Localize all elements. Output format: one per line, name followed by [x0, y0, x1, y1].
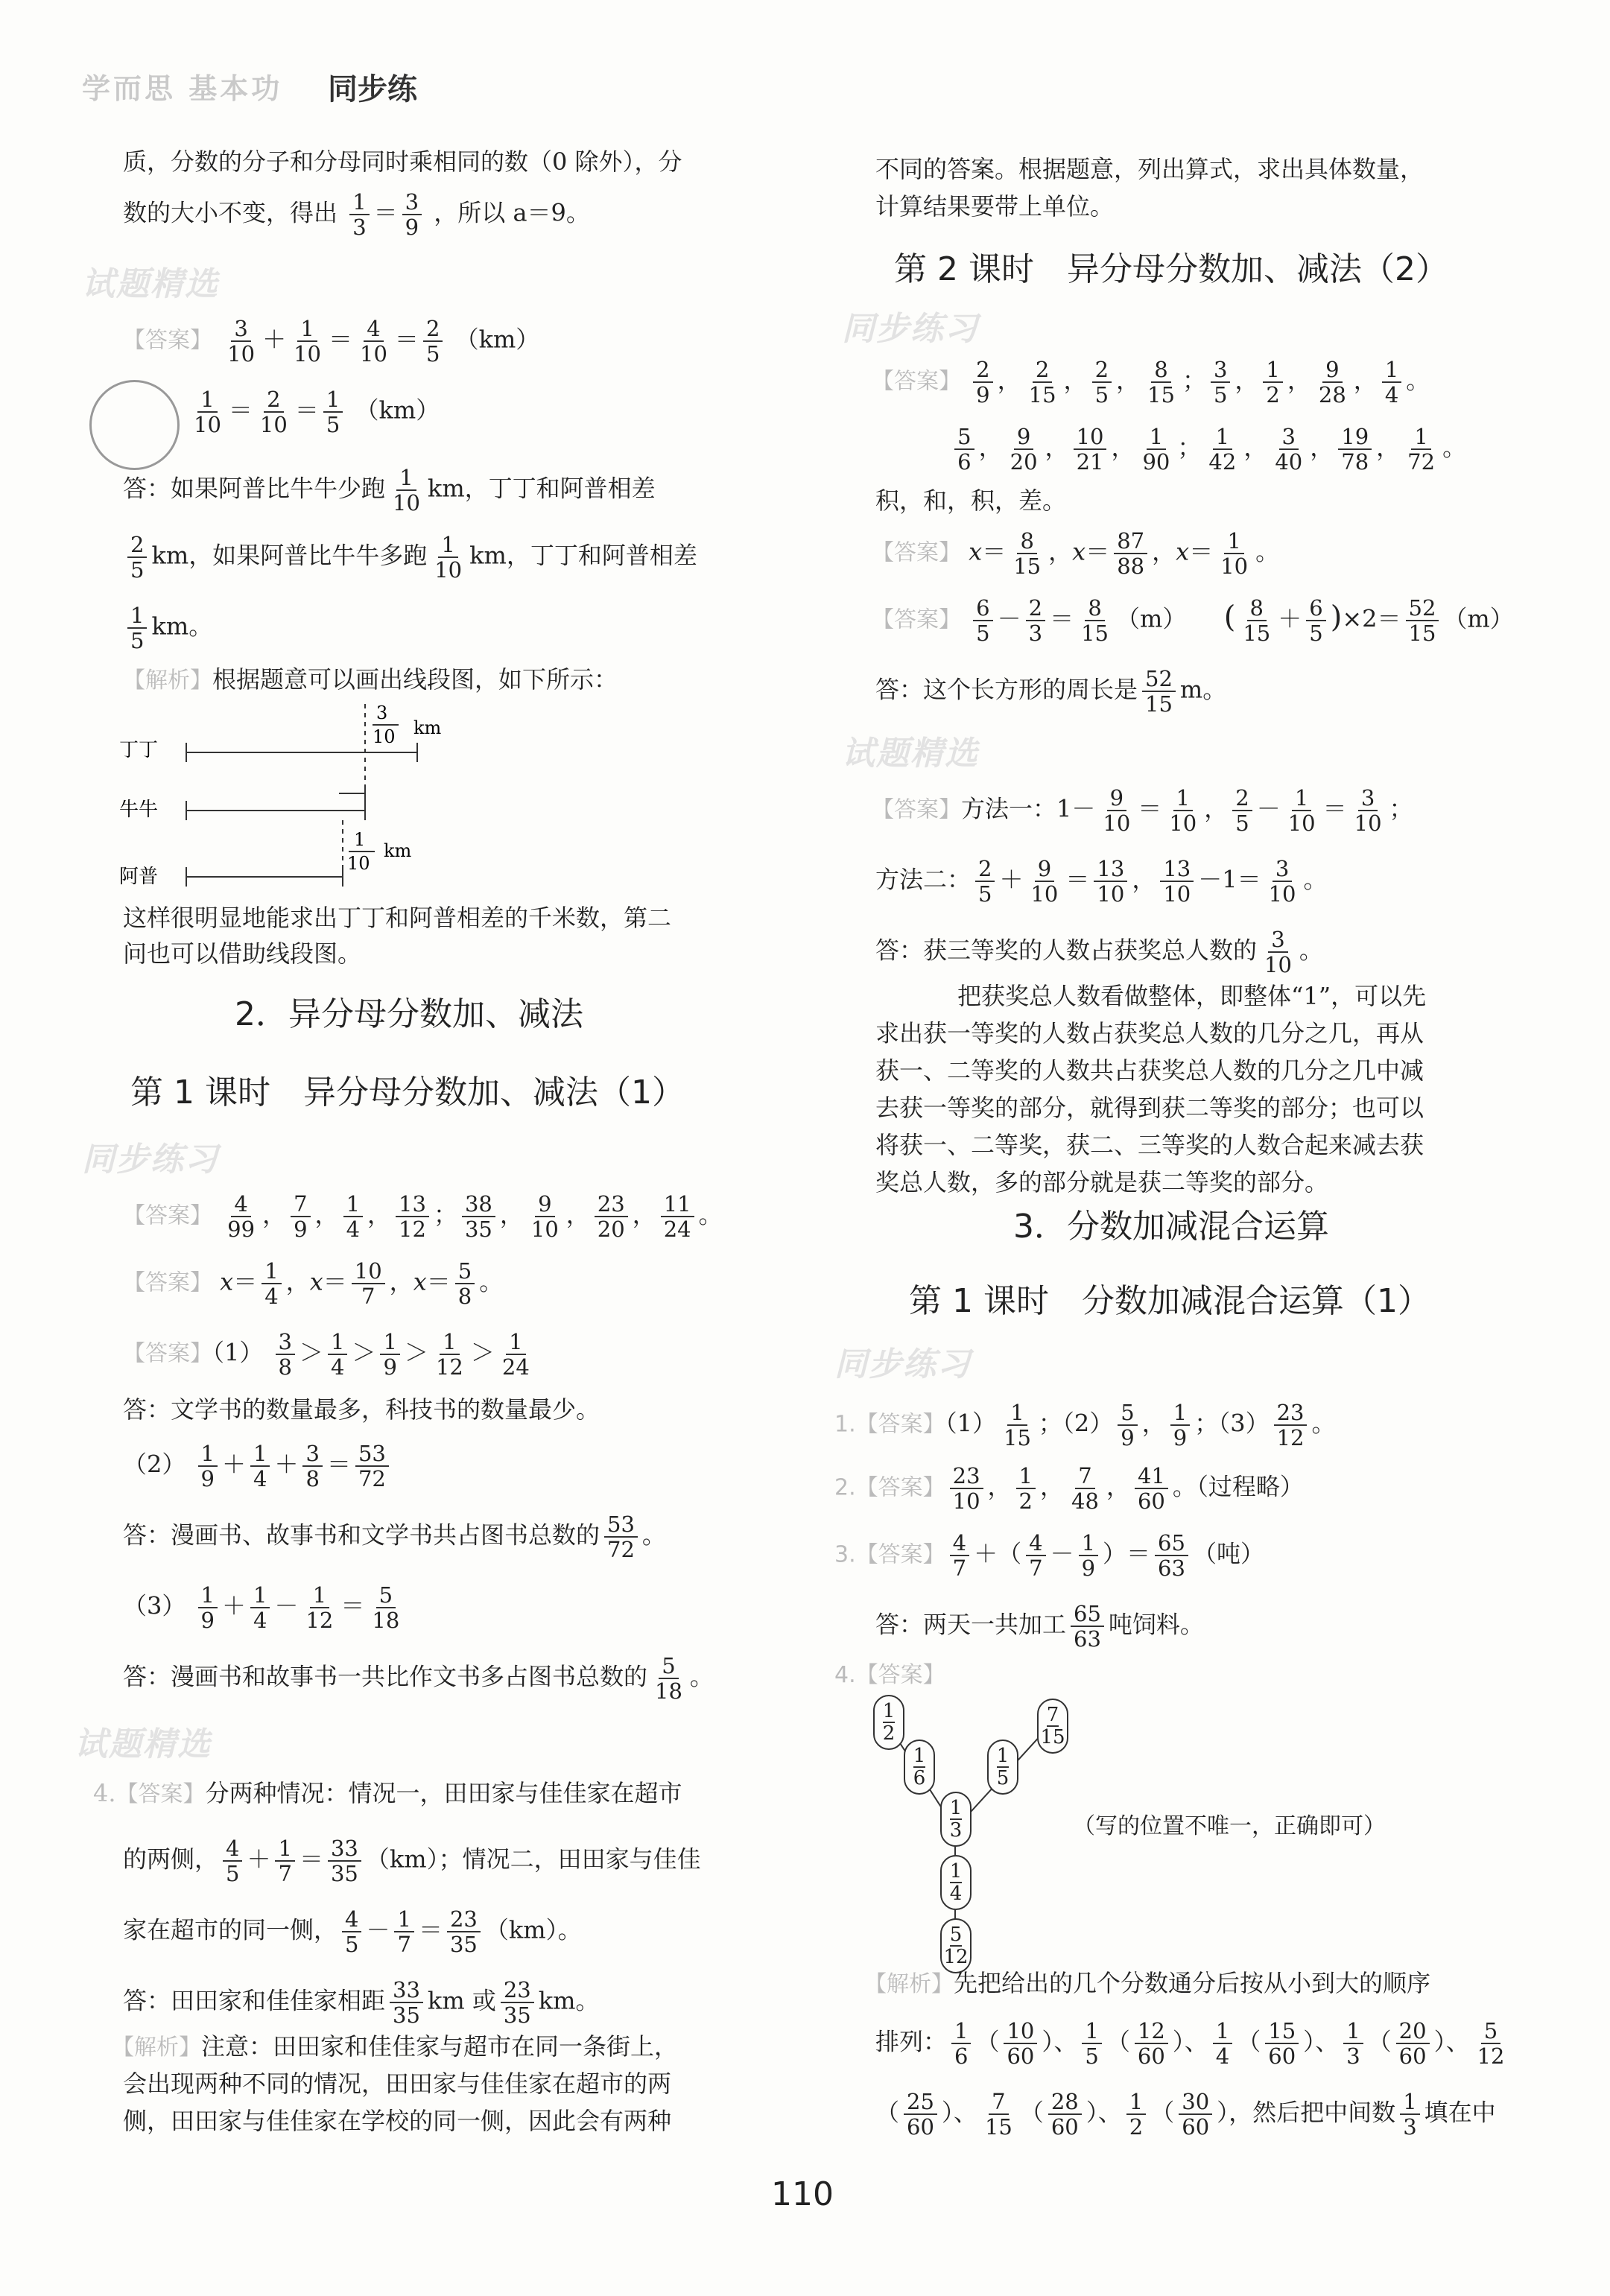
- fraction-bubble: 1 6: [904, 1740, 935, 1795]
- text-line: 求出获一等奖的人数占获奖总人数的几分之几，再从: [875, 1019, 1424, 1047]
- text-line: 答：漫画书和故事书一共比作文书多占图书总数的 $\frac{5}{18}$ 。: [123, 1653, 714, 1704]
- fraction-bubble: 7 15: [1037, 1699, 1068, 1754]
- text-line: 问也可以借助线段图。: [123, 939, 362, 968]
- text-line: 质，分数的分子和分母同时乘相同的数（0 除外），分: [123, 148, 682, 176]
- brand-logo: 学而思 基本功: [82, 72, 283, 105]
- lesson-heading: 第 2 课时 异分母分数加、减法（2）: [894, 250, 1448, 288]
- section-tag: 同步练习: [842, 310, 979, 348]
- text-line: 把获奖总人数看做整体，即整体“1”，可以先: [957, 982, 1427, 1010]
- text-line: 家在超市的同一侧， $\frac{4}{5}$ － $\frac{1}{7}$ ＝ $\frac{23}{35}$ （km）。: [123, 1906, 582, 1957]
- section-tag: 同步练习: [82, 1141, 219, 1179]
- section-tag: 试题精选: [75, 1725, 212, 1763]
- text-line: 答：这个长方形的周长是 $\frac{52}{15}$ m。: [875, 666, 1227, 717]
- fraction-bubble: 5 12: [940, 1918, 972, 1973]
- section-heading: 3．分数加减混合运算: [1013, 1208, 1329, 1246]
- text-line: 去获一等奖的部分，就得到获二等奖的部分；也可以: [875, 1094, 1424, 1122]
- answer-line: 【答案】 $\frac{2}{9}$ ， $\frac{2}{15}$ ， $\frac{2}{5}$ ， $\frac{8}{15}$ ； $\frac{3}{5}$ ， $\frac{1}{2}$ ， $\frac{9}{28}$ ， $\frac{1}{4}$ 。: [872, 357, 1430, 407]
- answer-line: 【答案】方法一：1－ $\frac{9}{10}$ ＝ $\frac{1}{10}$ ， $\frac{2}{5}$ － $\frac{1}{10}$ ＝ $\frac{3}{10}$ ；: [872, 785, 1413, 836]
- text-line: 【解析】先把给出的几个分数通分后按从小到大的顺序: [864, 1969, 1431, 1997]
- text-line: 排列： $\frac{1}{6}$ （ $\frac{10}{60}$ ）、 $\frac{1}{5}$ （ $\frac{12}{60}$ ）、 $\frac{1}{4}$ （ $\frac{15}{60}$ ）、 $\frac{1}{3}$ （ $\frac{20}{60}$ ）、 $\frac{5}{12}$: [875, 2018, 1505, 2069]
- text-line: 数的大小不变，得出 $\frac{1}{3}$ ＝ $\frac{3}{9}$ ，所以 a＝9。: [123, 189, 590, 240]
- text-line: 4.【答案】: [834, 1662, 945, 1688]
- answer-line: 【答案】（1） $\frac{3}{8}$ ＞ $\frac{1}{4}$ ＞ $\frac{1}{9}$ ＞ $\frac{1}{12}$ ＞ $\frac{1}{24}$: [123, 1329, 530, 1380]
- text-line: 答：漫画书、故事书和文学书共占图书总数的 $\frac{53}{72}$ 。: [123, 1512, 666, 1562]
- svg-text:1: 1: [354, 829, 366, 850]
- svg-text:3: 3: [376, 704, 388, 723]
- answer-line: 【答案】 x＝ $\frac{8}{15}$ ，x＝ $\frac{87}{88}$ ，x＝ $\frac{1}{10}$ 。: [872, 528, 1280, 579]
- answer-line: 1.【答案】（1） $\frac{1}{15}$ ；（2） $\frac{5}{9}$ ， $\frac{1}{9}$ ；（3） $\frac{23}{12}$ 。: [834, 1400, 1336, 1450]
- text-line: 的两侧， $\frac{4}{5}$ ＋ $\frac{1}{7}$ ＝ $\frac{33}{35}$ （km）；情况二，田田家与佳佳: [123, 1836, 701, 1886]
- answer-line: 【答案】 $\frac{3}{10}$ ＋ $\frac{1}{10}$ ＝ $\frac{4}{10}$ ＝ $\frac{2}{5}$ （km）: [123, 316, 540, 367]
- text-line: $\frac{1}{5}$ km。: [123, 603, 212, 653]
- answer-line: （3） $\frac{1}{9}$ ＋ $\frac{1}{4}$ － $\frac{1}{12}$ ＝ $\frac{5}{18}$: [123, 1582, 400, 1633]
- answer-line: 【答案】 x＝ $\frac{1}{4}$ ，x＝ $\frac{10}{7}$ ，x＝ $\frac{5}{8}$ 。: [123, 1258, 504, 1309]
- text-line: 积，和，积，差。: [875, 486, 1067, 515]
- svg-text:10: 10: [373, 726, 396, 747]
- fraction-bubble: 1 3: [940, 1792, 972, 1847]
- fraction-bubble: 1 5: [987, 1740, 1018, 1795]
- section-tag: 试题精选: [82, 265, 219, 303]
- answer-line: $\frac{1}{10}$ ＝ $\frac{2}{10}$ ＝ $\frac{1}{5}$ （km）: [194, 387, 440, 437]
- section-heading: 2．异分母分数加、减法: [235, 995, 583, 1033]
- fraction-bubble: 1 2: [873, 1695, 904, 1750]
- book-title: 同步练: [328, 72, 417, 107]
- svg-text:km: km: [384, 840, 412, 861]
- text-line: 计算结果要带上单位。: [875, 192, 1115, 221]
- answer-line: 3.【答案】 $\frac{4}{7}$ ＋（ $\frac{4}{7}$ － $\frac{1}{9}$ ）＝ $\frac{65}{63}$ （吨）: [834, 1530, 1264, 1581]
- text-line: 【解析】注意：田田家和佳佳家与超市在同一条街上，: [112, 2032, 679, 2061]
- answer-line: $\frac{5}{6}$ ， $\frac{9}{20}$ ， $\frac{10}{21}$ ， $\frac{1}{90}$ ； $\frac{1}{42}$ ， $\frac{3}{40}$ ， $\frac{19}{78}$ ， $\frac{1}{72}$ 。: [872, 425, 1466, 474]
- answer-line: 【答案】 $\frac{4}{99}$ ， $\frac{7}{9}$ ， $\frac{1}{4}$ ， $\frac{13}{12}$ ； $\frac{38}{35}$ ， $\frac{9}{10}$ ， $\frac{23}{20}$ ， $\frac{11}{24}$ 。: [123, 1191, 723, 1242]
- note-text: （写的位置不唯一，正确即可）: [1073, 1813, 1386, 1839]
- line-segment-diagram: [119, 704, 477, 890]
- text-line: 答：田田家和佳佳家相距 $\frac{33}{35}$ km 或 $\frac{23}{35}$ km。: [123, 1977, 600, 2028]
- svg-text:10: 10: [347, 853, 370, 874]
- label-dingding: 丁丁: [119, 739, 159, 761]
- stamp-seal: [89, 380, 180, 470]
- section-tag: 同步练习: [834, 1345, 972, 1383]
- text-line: 将获一、二等奖，获二、三等奖的人数合起来减去获: [875, 1131, 1424, 1159]
- lesson-heading: 第 1 课时 分数加减混合运算（1）: [909, 1282, 1430, 1320]
- fraction-bubble: 1 4: [940, 1855, 972, 1910]
- answer-line: 方法二： $\frac{2}{5}$ ＋ $\frac{9}{10}$ ＝ $\frac{13}{10}$ ， $\frac{13}{10}$ －1＝ $\frac{3}{10}$ 。: [875, 856, 1328, 907]
- label-apu: 阿普: [119, 866, 159, 888]
- text-line: 不同的答案。根据题意，列出算式，求出具体数量，: [875, 155, 1424, 183]
- text-line: 答：两天一共加工 $\frac{65}{63}$ 吨饲料。: [875, 1601, 1204, 1652]
- answer-line: （2） $\frac{1}{9}$ ＋ $\frac{1}{4}$ ＋ $\frac{3}{8}$ ＝ $\frac{53}{72}$: [123, 1442, 393, 1491]
- text-line: 4.【答案】分两种情况：情况一，田田家与佳佳家在超市: [93, 1779, 682, 1807]
- text-line: 【解析】根据题意可以画出线段图，如下所示：: [123, 665, 618, 694]
- text-line: $\frac{2}{5}$ km，如果阿普比牛牛多跑 $\frac{1}{10}$ km，丁丁和阿普相差: [123, 533, 697, 582]
- section-tag: 试题精选: [842, 735, 979, 773]
- answer-line: 【答案】 $\frac{6}{5}$ － $\frac{2}{3}$ ＝ $\frac{8}{15}$ （m） ( $\frac{8}{15}$ ＋ $\frac{6}{5}$ )×2＝ $\frac{52}{15}$ （m）: [872, 595, 1514, 646]
- text-line: 这样很明显地能求出丁丁和阿普相差的千米数，第二: [123, 904, 672, 932]
- text-line: 奖总人数，多的部分就是获二等奖的部分。: [875, 1168, 1329, 1196]
- svg-text:km: km: [413, 717, 442, 738]
- page-number: 110: [771, 2175, 834, 2213]
- text-line: 答：获三等奖的人数占获奖总人数的 $\frac{3}{10}$ 。: [875, 927, 1323, 977]
- lesson-heading: 第 1 课时 异分母分数加、减法（1）: [130, 1074, 685, 1111]
- text-line: 答：如果阿普比牛牛少跑 $\frac{1}{10}$ km，丁丁和阿普相差: [123, 465, 656, 516]
- label-niuniu: 牛牛: [119, 799, 159, 821]
- text-line: 侧，田田家与佳佳家在学校的同一侧，因此会有两种: [123, 2107, 672, 2135]
- text-line: （ $\frac{25}{60}$ ）、 $\frac{7}{15}$ （ $\frac{28}{60}$ ）、 $\frac{1}{2}$ （ $\frac{30}{60}$ ），然后把中间数 $\frac{1}{3}$ 填在中: [875, 2089, 1496, 2140]
- text-line: 答：文学书的数量最多，科技书的数量最少。: [123, 1395, 600, 1424]
- answer-line: 2.【答案】 $\frac{23}{10}$ ， $\frac{1}{2}$ ， $\frac{7}{48}$ ， $\frac{41}{60}$ 。（过程略）: [834, 1463, 1304, 1514]
- text-line: 获一、二等奖的人数共占获奖总人数的几分之几中减: [875, 1056, 1424, 1085]
- text-line: 会出现两种不同的情况，田田家与佳佳家在超市的两: [123, 2070, 672, 2098]
